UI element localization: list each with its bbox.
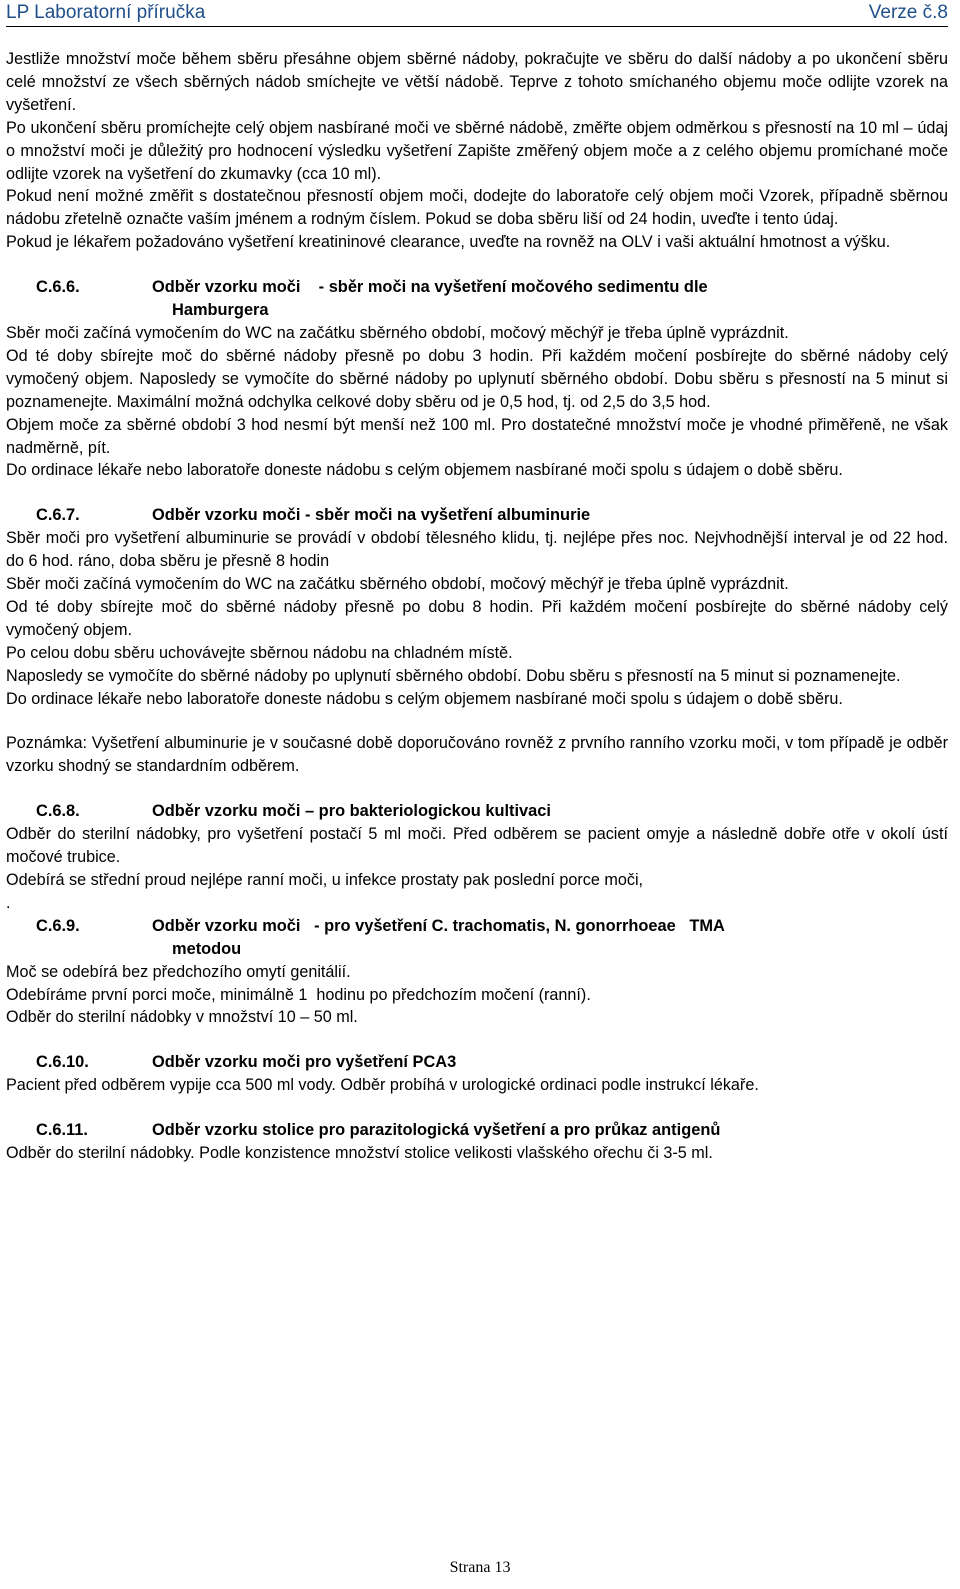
page-header bbox=[6, 0, 948, 27]
section-paragraph: Objem moče za sběrné období 3 hod nesmí být menší než 100 ml. Pro dostatečné množství moče je vhodné přiměřeně, ne však nadměrně, pít. bbox=[6, 415, 948, 457]
section-number: C.6.8. bbox=[36, 802, 80, 821]
section-paragraph: Odebíráme první porci moče, minimálně 1 hodinu po předchozím močení (ranní). bbox=[6, 985, 591, 1004]
section-paragraph: Odběr do sterilní nádobky, pro vyšetření postačí 5 ml moči. Před odběrem se pacient omyje a následně dobře otře v okolí ústí močové trubice. bbox=[6, 825, 948, 867]
section-number: C.6.11. bbox=[36, 1121, 88, 1140]
section-paragraph: Sběr moči začíná vymočením do WC na začátku sběrného období, močový měchýř je třeba úplně vyprázdnit. bbox=[6, 575, 789, 594]
section-paragraph: Odebírá se střední proud nejlépe ranní moči, u infekce prostaty pak poslední porce moči, bbox=[6, 871, 644, 889]
section-number: C.6.7. bbox=[36, 506, 80, 525]
section-paragraph: Pacient před odběrem vypije cca 500 ml vody. Odběr probíhá v urologické ordinaci podle instrukcí lékaře. bbox=[6, 1076, 759, 1095]
section-number: C.6.10. bbox=[36, 1053, 89, 1072]
document-version: Verze č.8 bbox=[868, 2, 948, 23]
intro-paragraph: Pokud není možné změřit s dostatečnou přesností objem moči, dodejte do laboratoře celý objem moči Vzorek, případně sběrnou nádobu zřetelně označte vaším jménem a rodným číslem. Pokud se doba sběru liší od 24 hodin, uveďte i tento údaj. bbox=[6, 187, 948, 229]
document-body bbox=[6, 48, 948, 1165]
document-title: LP Laboratorní příručka bbox=[6, 2, 206, 23]
section-heading-c668 bbox=[6, 800, 948, 823]
section-number: C.6.9. bbox=[36, 916, 80, 935]
section-paragraph: Do ordinace lékaře nebo laboratoře doneste nádobu s celým objemem nasbírané moči spolu s údajem o době sběru. bbox=[6, 461, 843, 480]
section-title: Odběr vzorku moči – pro bakteriologickou kultivaci bbox=[152, 802, 551, 821]
section-heading-c669 bbox=[6, 915, 948, 961]
section-paragraph: . bbox=[6, 893, 11, 912]
section-heading-c666 bbox=[6, 276, 948, 322]
section-number: C.6.6. bbox=[36, 278, 80, 297]
section-paragraph: Moč se odebírá bez předchozího omytí genitálií. bbox=[6, 962, 351, 981]
section-paragraph: Od té doby sbírejte moč do sběrné nádoby přesně po dobu 3 hodin. Při každém močení posbírejte do sběrné nádoby celý vymočený objem. Naposledy se vymočíte do sběrné nádoby po uplynutí sběrného období. Dobu sběru s přesností na 5 minut si poznamenejte. Maximální možná odchylka celkové doby sběru od je 0,5 hod, tj. od 2,5 do 3,5 hod. bbox=[6, 346, 948, 411]
intro-paragraph: Jestliže množství moče během sběru přesáhne objem sběrné nádoby, pokračujte ve sběru do další nádoby a po ukončení sběru celé množství ze všech sběrných nádob smíchejte ve větší nádobě. Teprve z tohoto smíchaného objemu moče odlijte vzorek na vyšetření. bbox=[6, 50, 948, 114]
section-paragraph: Sběr moči pro vyšetření albuminurie se provádí v období tělesného klidu, tj. nejlépe přes noc. Nejvhodnější interval je od 22 hod. do 6 hod. ráno, doba sběru je přesně 8 hodin bbox=[6, 529, 948, 571]
section-title: Odběr vzorku moči pro vyšetření PCA3 bbox=[152, 1053, 457, 1072]
intro-paragraph: Pokud je lékařem požadováno vyšetření kreatininové clearance, uveďte na rovněž na OLV i vaši aktuální hmotnost a výšku. bbox=[6, 233, 891, 252]
section-note: Poznámka: Vyšetření albuminurie je v současné době doporučováno rovněž z prvního ranního vzorku moči, v tom případě je odběr vzorku shodný se standardním odběrem. bbox=[6, 734, 948, 776]
intro-paragraph: Po ukončení sběru promíchejte celý objem nasbírané moči ve sběrné nádobě, změřte objem odměrkou s přesností na 10 ml – údaj o množství moči je důležitý pro hodnocení výsledku vyšetření Zapište změřený objem moče a z celého objemu promíchané moče odlijte vzorek na vyšetření do zkumavky (cca 10 ml). bbox=[6, 118, 948, 183]
section-title: Odběr vzorku moči - sběr moči na vyšetření močového sedimentu dle bbox=[152, 278, 708, 297]
section-paragraph: Sběr moči začíná vymočením do WC na začátku sběrného období, močový měchýř je třeba úplně vyprázdnit. bbox=[6, 323, 789, 342]
section-heading-c6610 bbox=[6, 1051, 948, 1074]
section-paragraph: Po celou dobu sběru uchovávejte sběrnou nádobu na chladném místě. bbox=[6, 643, 513, 662]
section-heading-c667 bbox=[6, 504, 948, 527]
page-number: Strana 13 bbox=[449, 1559, 511, 1576]
section-title-continued: Hamburgera bbox=[172, 301, 269, 320]
section-paragraph: Odběr do sterilní nádobky. Podle konzistence množství stolice velikosti vlašského ořechu či 3-5 ml. bbox=[6, 1144, 713, 1163]
section-title-continued: metodou bbox=[172, 939, 242, 958]
section-paragraph: Od té doby sbírejte moč do sběrné nádoby přesně po dobu 8 hodin. Při každém močení posbírejte do sběrné nádoby celý vymočený objem. bbox=[6, 597, 948, 639]
section-title: Odběr vzorku stolice pro parazitologická vyšetření a pro průkaz antigenů bbox=[152, 1121, 721, 1140]
section-paragraph: Odběr do sterilní nádobky v množství 10 – 50 ml. bbox=[6, 1008, 358, 1027]
section-title: Odběr vzorku moči - pro vyšetření C. trachomatis, N. gonorrhoeae TMA bbox=[152, 916, 725, 935]
section-heading-c6611 bbox=[6, 1119, 948, 1142]
section-title: Odběr vzorku moči - sběr moči na vyšetření albuminurie bbox=[152, 506, 591, 525]
section-paragraph: Naposledy se vymočíte do sběrné nádoby po uplynutí sběrného období. Dobu sběru s přesností na 5 minut si poznamenejte. bbox=[6, 666, 901, 685]
section-paragraph: Do ordinace lékaře nebo laboratoře doneste nádobu s celým objemem nasbírané moči spolu s údajem o době sběru. bbox=[6, 689, 843, 708]
